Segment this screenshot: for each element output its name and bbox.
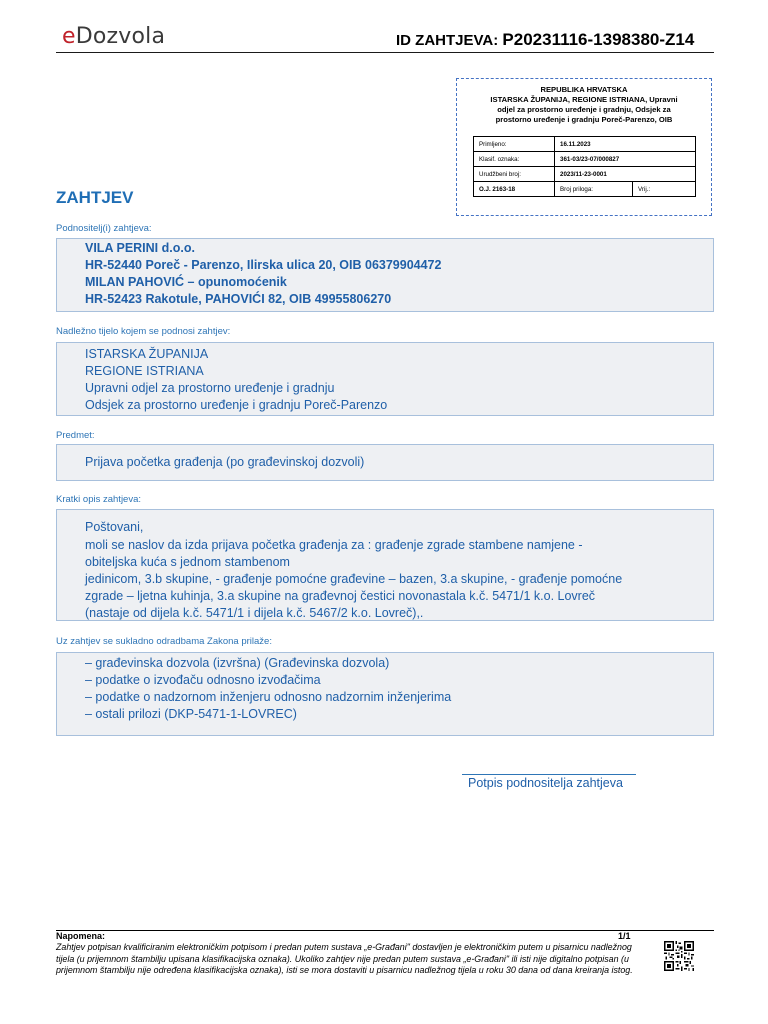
attachment-item: – podatke o nadzornom inženjeru odnosno nadzornim inženjerima (85, 690, 452, 704)
page-number: 1/1 (618, 931, 631, 941)
stamp-line-3: odjel za prostorno uređenje i gradnju, Odsjek za (497, 105, 671, 114)
description-line: obiteljska kuća s jednom stambenom (85, 555, 290, 569)
description-label: Kratki opis zahtjeva: (56, 494, 142, 505)
note-title: Napomena: (56, 931, 106, 941)
reg-label: Urudžbeni broj: (474, 167, 555, 182)
request-id (396, 30, 694, 50)
note-text: Zahtjev potpisan kvalificiranim elektroničkim potpisom i predan putem sustava „e-Građani" dostavljen je elektroničkim putem u pisarnicu nadležnog tijela (u prijemnom štambilju upisana klasifikacijska oznaka). Ukoliko zahtjev nije predan putem sustava „e-Građani" ili isti nije digitalno potpisan (u prijemnom štambilju nije određena klasifikacijska oznaka), isti se mora dostaviti u pisarnicu nadležnog tijela u roku 30 dana od dana kreiranja istog. (56, 942, 633, 975)
applicant-line: MILAN PAHOVIĆ – opunomoćenik (85, 275, 287, 289)
authority-box (56, 342, 714, 416)
subject-text: Prijava početka građenja (po građevinskoj dozvoli) (85, 455, 365, 469)
value-label: Vrij.: (633, 182, 696, 197)
oj-label: O.J. 2163-18 (474, 182, 555, 197)
attach-label: Broj priloga: (555, 182, 633, 197)
description-line: moli se naslov da izda prijava početka građenja za : građenje zgrade stambene namjene - (85, 538, 583, 552)
header-divider (56, 52, 714, 53)
stamp-table (473, 136, 696, 197)
attachment-item: – građevinska dozvola (izvršna) (Građevinska dozvola) (85, 656, 390, 670)
stamp-row-oj (474, 182, 696, 197)
received-label: Primljeno: (474, 137, 555, 152)
attachment-item: – ostali prilozi (DKP-5471-1-LOVREC) (85, 707, 297, 721)
description-box (56, 509, 714, 621)
reception-stamp (456, 78, 712, 216)
logo-text: Dozvola (75, 24, 166, 49)
applicants-box (56, 238, 714, 312)
qr-code-icon (664, 941, 694, 971)
attachments-label: Uz zahtjev se sukladno odradbama Zakona prilaže: (56, 636, 272, 647)
applicant-line: VILA PERINI d.o.o. (85, 241, 195, 255)
description-line: jedinicom, 3.b skupine, - građenje pomoćne građevine – bazen, 3.a skupine, - građenje pomoćne (85, 572, 623, 586)
applicant-line: HR-52423 Rakotule, PAHOVIĆI 82, OIB 49955806270 (85, 292, 392, 306)
page-title: ZAHTJEV (56, 188, 134, 207)
class-label: Klasif. oznaka: (474, 152, 555, 167)
attachments-box (56, 652, 714, 736)
signature-line (462, 774, 636, 775)
stamp-line-2: ISTARSKA ŽUPANIJA, REGIONE ISTRIANA, Upravni (490, 95, 678, 104)
footer-divider (56, 930, 714, 931)
authority-line: Odsjek za prostorno uređenje i gradnju Poreč-Parenzo (85, 398, 388, 412)
authority-line: ISTARSKA ŽUPANIJA (85, 347, 209, 361)
stamp-line-4: prostorno uređenje i gradnju Poreč-Parenzo, OIB (495, 115, 673, 124)
authority-line: Upravni odjel za prostorno uređenje i gradnju (85, 381, 335, 395)
description-line: zgrade – ljetna kuhinja, 3.a skupine na građevnoj čestici novonastala k.č. 5471/1 k.o. Lovreč (85, 589, 596, 603)
signature-label: Potpis podnositelja zahtjeva (468, 776, 623, 790)
attachment-item: – podatke o izvođaču odnosno izvođačima (85, 673, 321, 687)
reg-value: 2023/11-23-0001 (555, 167, 696, 182)
description-line: (nastaje od dijela k.č. 5471/1 i dijela k.č. 5467/2 k.o. Lovreč),. (85, 606, 424, 620)
description-greeting: Poštovani, (85, 520, 144, 534)
edozvola-logo (62, 24, 165, 49)
subject-label: Predmet: (56, 430, 95, 441)
class-value: 361-03/23-07/000827 (555, 152, 696, 167)
stamp-row-reg (474, 167, 696, 182)
stamp-row-class (474, 152, 696, 167)
received-value: 16.11.2023 (555, 137, 696, 152)
request-id-value: P20231116-1398380-Z14 (502, 30, 695, 49)
subject-box (56, 444, 714, 481)
logo-e: e (62, 24, 76, 49)
stamp-row-received (474, 137, 696, 152)
stamp-heading (457, 85, 711, 125)
stamp-line-1: REPUBLIKA HRVATSKA (540, 85, 628, 94)
authority-line: REGIONE ISTRIANA (85, 364, 204, 378)
applicant-line: HR-52440 Poreč - Parenzo, Ilirska ulica 20, OIB 06379904472 (85, 258, 442, 272)
authority-label: Nadležno tijelo kojem se podnosi zahtjev: (56, 326, 231, 337)
applicants-label: Podnositelj(i) zahtjeva: (56, 223, 152, 234)
request-id-label: ID ZAHTJEVA: (396, 32, 499, 49)
